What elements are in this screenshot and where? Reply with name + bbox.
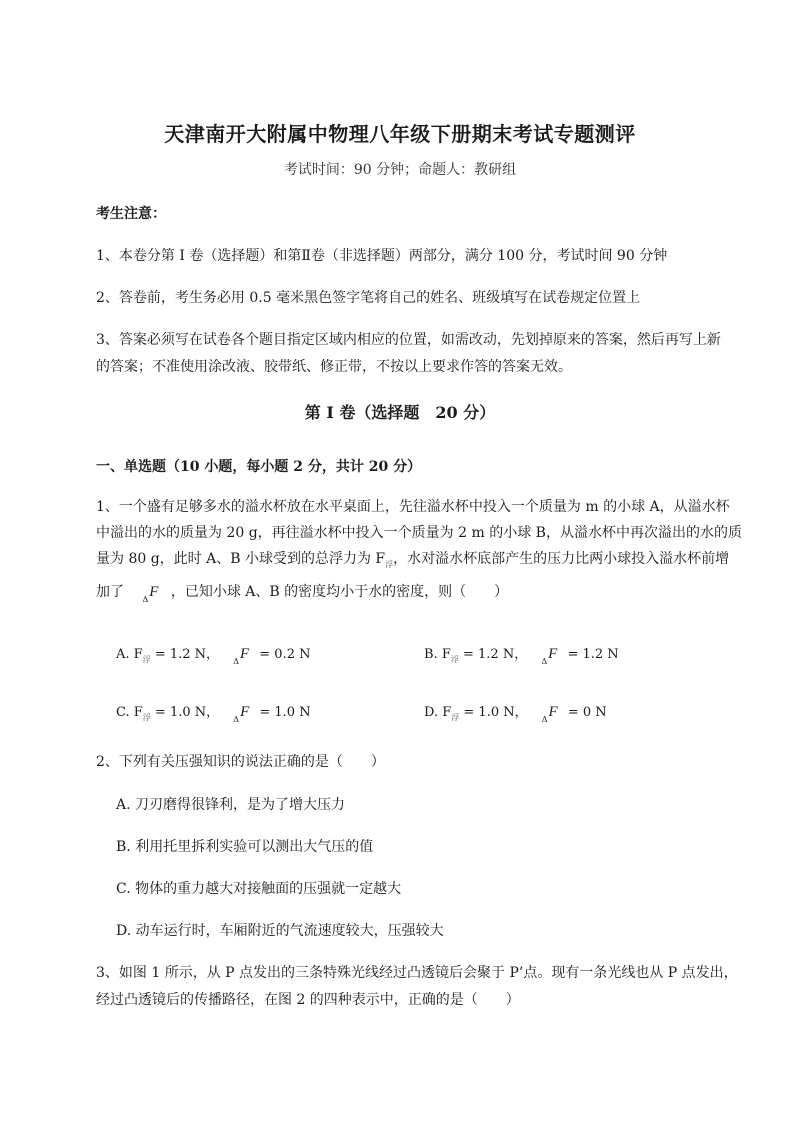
delta-symbol: Δ: [233, 657, 239, 666]
option-value-1: = 1.0 N，: [463, 705, 528, 720]
q1-subscript: 浮: [385, 560, 394, 569]
q3-line-2: 经过凸透镜后的传播路径，在图 2 的四种表示中，正确的是（ ）: [96, 992, 520, 1008]
option-sub: 浮: [142, 655, 151, 664]
delta-symbol: Δ: [233, 715, 240, 724]
q1-option-b[interactable]: [424, 643, 619, 666]
option-label: B. F: [424, 647, 451, 662]
notice-line-3b: 的答案；不准使用涂改液、胶带纸、修正带，不按以上要求作答的答案无效。: [96, 359, 572, 375]
force-symbol: F: [548, 646, 558, 662]
q1-line-3-text-a: 量为 80 g，此时 A、B 小球受到的总浮力为 F: [96, 551, 386, 567]
q1-option-c[interactable]: [116, 701, 311, 724]
q1-line-3: [96, 548, 729, 568]
q2-option-a[interactable]: A. 刀刃磨得很锋利，是为了增大压力: [116, 797, 346, 813]
option-value-1: = 1.2 N，: [154, 647, 220, 662]
force-symbol: F: [149, 584, 159, 600]
q3-line-1: 3、如图 1 所示，从 P 点发出的三条特殊光线经过凸透镜后会聚于 P’点。现有一条光线也从 P 点发出，: [96, 965, 738, 981]
option-label: D. F: [424, 705, 452, 720]
option-sub: 浮: [451, 713, 460, 722]
q2-option-d[interactable]: D. 动车运行时，车厢附近的气流速度较大，压强较大: [116, 923, 444, 939]
option-value-2: = 0.2 N: [259, 647, 311, 662]
q1-option-d[interactable]: [424, 701, 607, 724]
force-symbol: F: [239, 646, 250, 662]
q2-stem: 2、下列有关压强知识的说法正确的是（ ）: [96, 754, 385, 770]
q1-line-4-text-b: ，已知小球 A、B 的密度均小于水的密度，则（ ）: [170, 584, 509, 600]
option-value-1: = 1.2 N，: [462, 647, 528, 662]
q1-option-a[interactable]: [116, 643, 311, 666]
page-title: 天津南开大附属中物理八年级下册期末考试专题测评: [164, 122, 636, 146]
q2-option-b[interactable]: B. 利用托里拆利实验可以测出大气压的值: [116, 839, 374, 855]
q1-line-3-text-b: ，水对溢水杯底部产生的压力比两小球投入溢水杯前增: [393, 551, 730, 567]
exam-info: 考试时间：90 分钟；命题人：教研组: [283, 162, 517, 178]
q1-line-4-text-a: 加了: [96, 584, 124, 600]
delta-symbol: Δ: [541, 715, 548, 724]
part-heading: 一、单选题（10 小题，每小题 2 分，共计 20 分）: [96, 459, 422, 475]
option-sub: 浮: [142, 713, 151, 722]
section-title: 第 I 卷（选择题 20 分）: [304, 403, 496, 422]
notice-line-1: 1、本卷分第 I 卷（选择题）和第Ⅱ卷（非选择题）两部分，满分 100 分，考试时间 90 分钟: [96, 248, 668, 264]
option-value-2: = 1.0 N: [259, 705, 311, 720]
option-value-1: = 1.0 N，: [154, 705, 220, 720]
option-sub: 浮: [450, 655, 459, 664]
delta-symbol: Δ: [541, 657, 548, 666]
option-label: C. F: [116, 705, 143, 720]
notice-line-2: 2、答卷前，考生务必用 0.5 毫米黑色签字笔将自己的姓名、班级填写在试卷规定位置上: [96, 290, 641, 306]
delta-symbol: Δ: [142, 595, 149, 604]
force-symbol: F: [548, 704, 558, 720]
force-symbol: F: [240, 704, 250, 720]
q1-line-4: [96, 581, 509, 604]
notice-heading: 考生注意：: [96, 206, 166, 222]
option-label: A. F: [116, 647, 143, 662]
option-value-2: = 0 N: [567, 705, 607, 720]
option-value-2: = 1.2 N: [567, 647, 619, 662]
q1-line-1: 1、一个盛有足够多水的溢水杯放在水平桌面上，先往溢水杯中投入一个质量为 m 的小球 A，从溢水杯: [96, 499, 730, 515]
q1-line-2: 中溢出的水的质量为 20 g，再往溢水杯中投入一个质量为 2 m 的小球 B，从溢水杯中再次溢出的水的质: [96, 525, 742, 541]
q2-option-c[interactable]: C. 物体的重力越大对接触面的压强就一定越大: [116, 881, 402, 897]
notice-line-3a: 3、答案必须写在试卷各个题目指定区域内相应的位置，如需改动，先划掉原来的答案，然后再写上新: [96, 332, 721, 348]
